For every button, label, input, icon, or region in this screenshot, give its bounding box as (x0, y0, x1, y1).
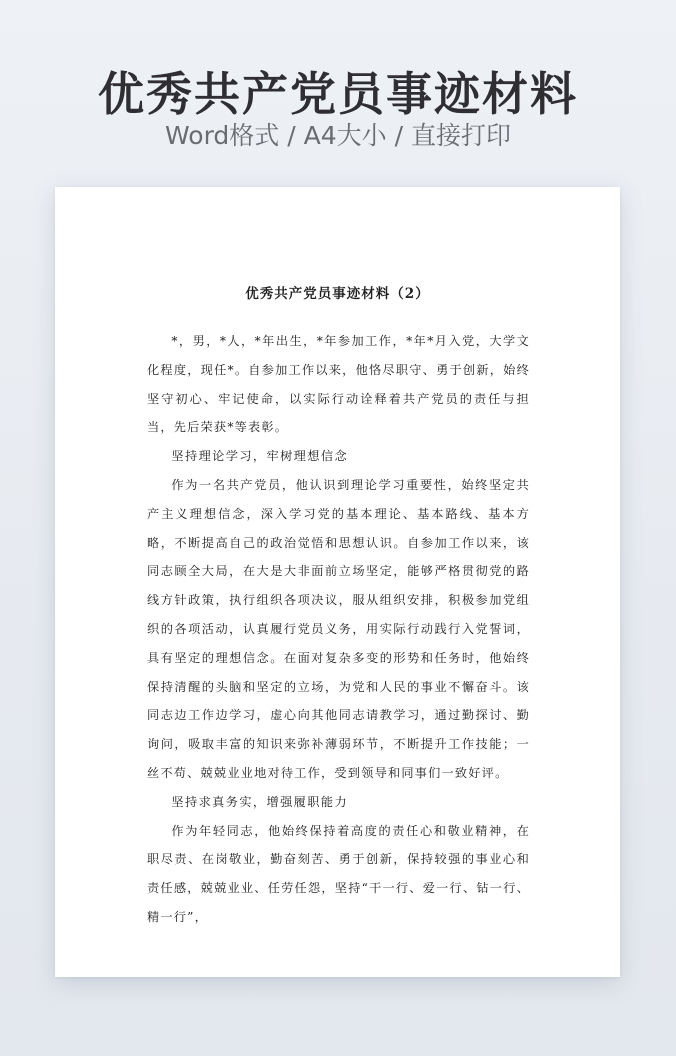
paragraph-theory: 作为一名共产党员，他认识到理论学习重要性，始终坚定共产主义理想信念，深入学习党的基本理论、基本路线、基本方略，不断提高自己的政治觉悟和思想认识。自参加工作以来，该同志顾全大局，在大是大非面前立场坚定，能够严格贯彻党的路线方针政策，执行组织各项决议，服从组织安排，积极参加党组织的各项活动，认真履行党员义务，用实际行动践行入党誓词，具有坚定的理想信念。在面对复杂多变的形势和任务时，他始终保持清醒的头脑和坚定的立场，为党和人民的事业不懈奋斗。该同志边工作边学习，虚心向其他同志请教学习，通过勤探讨、勤询问，吸取丰富的知识来弥补薄弱环节，不断提升工作技能；一丝不苟、兢兢业业地对待工作，受到领导和同事们一致好评。 (147, 477, 530, 780)
document-title: 优秀共产党员事迹材料（2） (245, 286, 430, 302)
paragraph-intro: *，男，*人，*年出生，*年参加工作，*年*月入党，大学文化程度，现任*。自参加工作以来，他恪尽职守、勇于创新，始终坚守初心、牢记使命，以实际行动诠释着共产党员的责任与担当，先后荣获*等表彰。 (147, 334, 530, 435)
document-page (55, 187, 620, 977)
document-body (147, 327, 530, 932)
section-heading-theory: 坚持理论学习，牢树理想信念 (171, 449, 349, 464)
paragraph-practice: 作为年轻同志，他始终保持着高度的责任心和敬业精神，在职尽责、在岗敬业，勤奋刻苦、勇于创新，保持较强的事业心和责任感，兢兢业业、任劳任怨，坚持“干一行、爱一行、钻一行、精一行”， (147, 823, 530, 924)
section-heading-practice: 坚持求真务实，增强履职能力 (171, 794, 349, 809)
banner-subtitle: Word格式 / A4大小 / 直接打印 (165, 121, 511, 150)
banner-title: 优秀共产党员事迹材料 (98, 67, 578, 121)
